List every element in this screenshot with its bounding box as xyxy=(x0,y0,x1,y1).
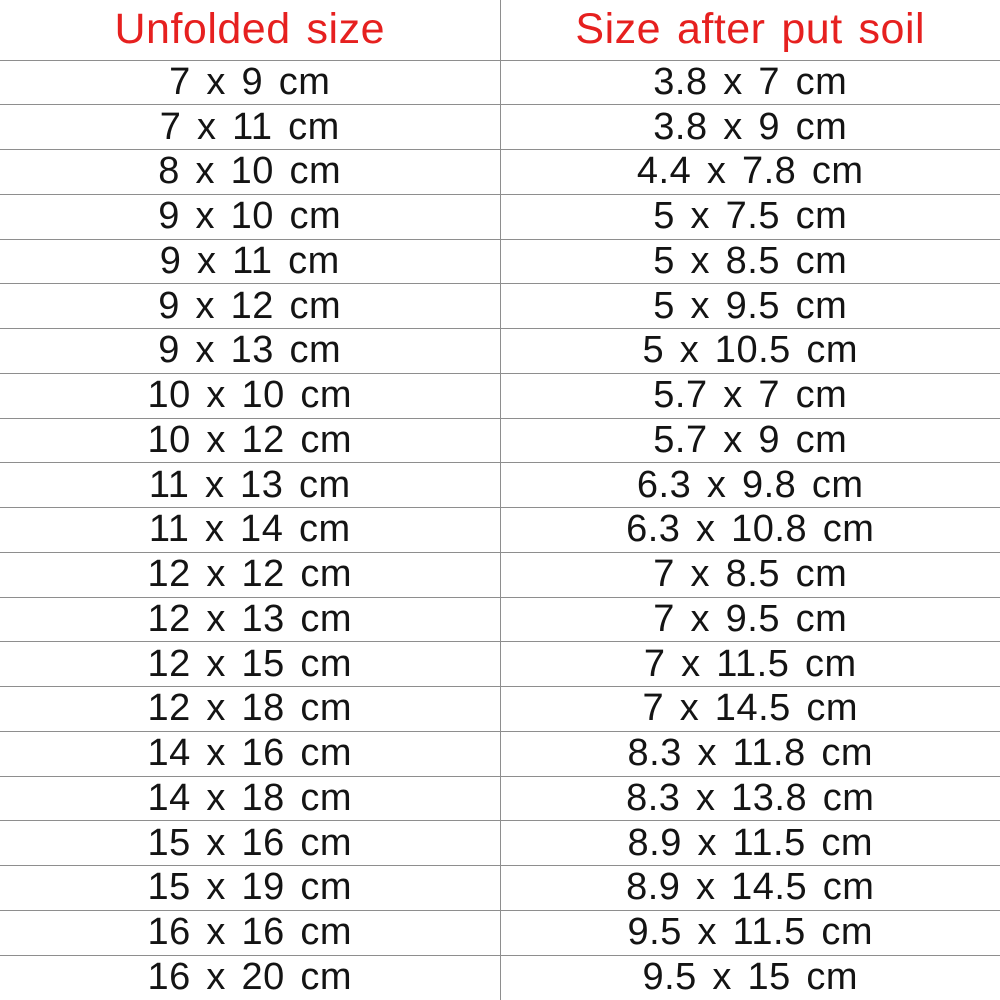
table-row xyxy=(0,731,1000,776)
cell-size-after-soil: 9.5 x 15 cm xyxy=(642,956,859,999)
cell-unfolded-size: 16 x 16 cm xyxy=(0,910,500,955)
cell-size-after-soil: 5 x 9.5 cm xyxy=(500,284,1000,329)
table-row xyxy=(0,955,1000,1000)
table-row xyxy=(0,463,1000,508)
cell-unfolded-size: 11 x 14 cm xyxy=(0,508,500,553)
cell-size-after-soil: 5.7 x 9 cm xyxy=(500,418,1000,463)
cell-unfolded-size: 9 x 12 cm xyxy=(0,284,500,329)
cell-unfolded-size: 12 x 13 cm xyxy=(0,597,500,642)
cell-size-after-soil: 5 x 10.5 cm xyxy=(500,329,1000,374)
table-row xyxy=(0,687,1000,732)
cell-size-after-soil: 6.3 x 9.8 cm xyxy=(500,463,1000,508)
cell-size-after-soil: 8.3 x 11.8 cm xyxy=(500,731,1000,776)
cell-unfolded-size: 14 x 16 cm xyxy=(0,731,500,776)
cell-size-after-soil: 3.8 x 7 cm xyxy=(500,60,1000,105)
table-row xyxy=(0,552,1000,597)
cell-unfolded-size: 15 x 16 cm xyxy=(0,821,500,866)
cell-unfolded-size: 9 x 13 cm xyxy=(0,329,500,374)
table-row xyxy=(0,597,1000,642)
cell-unfolded-size: 15 x 19 cm xyxy=(0,866,500,911)
table-row xyxy=(0,821,1000,866)
table-row xyxy=(0,373,1000,418)
cell-unfolded-size: 9 x 10 cm xyxy=(0,194,500,239)
cell-unfolded-size: 12 x 15 cm xyxy=(0,642,500,687)
cell-size-after-soil: 7 x 8.5 cm xyxy=(500,552,1000,597)
cell-unfolded-size: 7 x 9 cm xyxy=(0,60,500,105)
cell-unfolded-size: 11 x 13 cm xyxy=(0,463,500,508)
table-row xyxy=(0,60,1000,105)
cell-size-after-soil: 4.4 x 7.8 cm xyxy=(500,150,1000,195)
table-body xyxy=(0,60,1000,1000)
cell-size-after-soil: 7 x 11.5 cm xyxy=(500,642,1000,687)
cell-unfolded-size: 16 x 20 cm xyxy=(0,955,500,1000)
cell-size-after-soil: 9.5 x 11.5 cm xyxy=(500,910,1000,955)
column-header-unfolded-size: Unfolded size xyxy=(0,0,500,60)
table-row xyxy=(0,508,1000,553)
table-row xyxy=(0,910,1000,955)
table-row xyxy=(0,194,1000,239)
cell-unfolded-size: 12 x 18 cm xyxy=(0,687,500,732)
table-row xyxy=(0,418,1000,463)
column-header-size-after-soil: Size after put soil xyxy=(500,0,1000,60)
table-row xyxy=(0,105,1000,150)
cell-unfolded-size: 14 x 18 cm xyxy=(0,776,500,821)
cell-size-after-soil: 3.8 x 9 cm xyxy=(500,105,1000,150)
cell-size-after-soil: 5 x 7.5 cm xyxy=(500,194,1000,239)
cell-size-after-soil: 8.9 x 14.5 cm xyxy=(500,866,1000,911)
cell-unfolded-size: 12 x 12 cm xyxy=(0,552,500,597)
table-row xyxy=(0,866,1000,911)
cell-unfolded-size: 10 x 10 cm xyxy=(0,373,500,418)
table-row xyxy=(0,642,1000,687)
cell-unfolded-size: 8 x 10 cm xyxy=(0,150,500,195)
cell-size-after-soil: 5 x 8.5 cm xyxy=(500,239,1000,284)
table-row xyxy=(0,776,1000,821)
cell-unfolded-size: 10 x 12 cm xyxy=(0,418,500,463)
table-row xyxy=(0,150,1000,195)
header-row xyxy=(0,0,1000,60)
table-header xyxy=(0,0,1000,60)
cell-size-after-soil: 7 x 14.5 cm xyxy=(500,687,1000,732)
cell-size-after-soil: 8.3 x 13.8 cm xyxy=(500,776,1000,821)
cell-unfolded-size: 7 x 11 cm xyxy=(0,105,500,150)
table-row xyxy=(0,284,1000,329)
cell-size-after-soil: 5.7 x 7 cm xyxy=(500,373,1000,418)
cell-size-after-soil: 8.9 x 11.5 cm xyxy=(500,821,1000,866)
cell-size-after-soil: 6.3 x 10.8 cm xyxy=(500,508,1000,553)
cell-unfolded-size: 9 x 11 cm xyxy=(0,239,500,284)
cell-size-after-soil: 7 x 9.5 cm xyxy=(500,597,1000,642)
table-row xyxy=(0,329,1000,374)
table-row xyxy=(0,239,1000,284)
